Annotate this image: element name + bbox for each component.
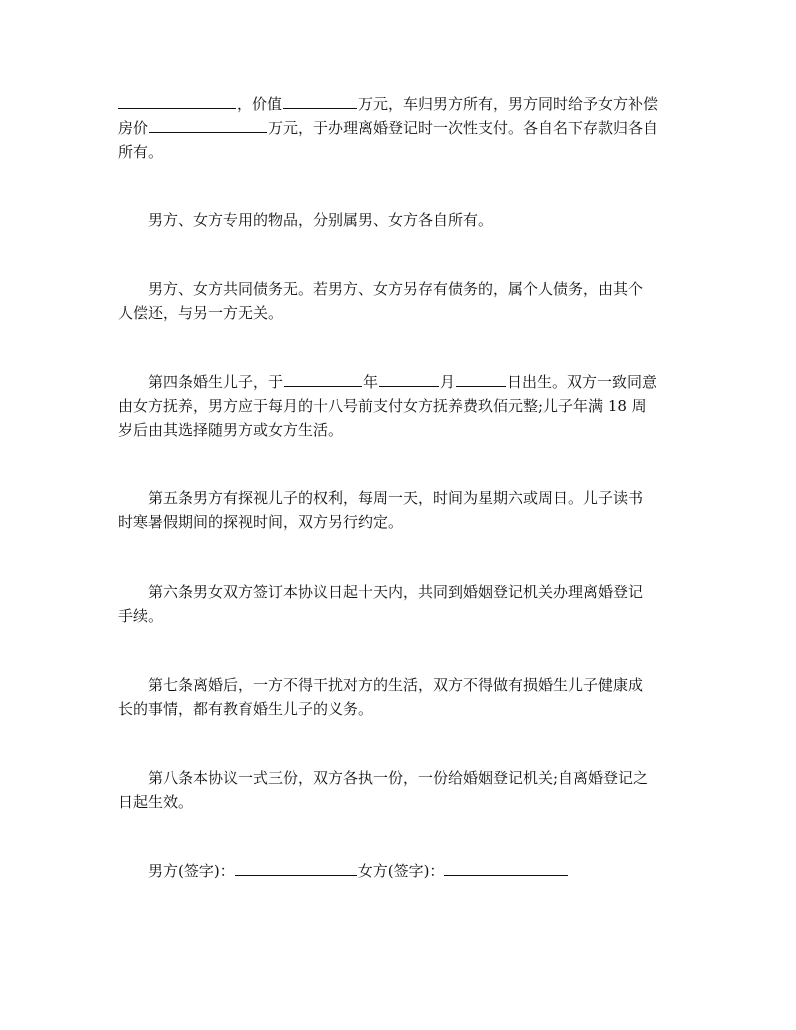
- fill-blank: [284, 372, 362, 387]
- line: [118, 92, 678, 116]
- fill-blank: [118, 94, 236, 109]
- line: [118, 510, 678, 534]
- text: 长的事情，都有教育婚生儿子的义务。: [118, 700, 374, 718]
- line: [118, 394, 678, 418]
- text: 时寒暑假期间的探视时间，双方另行约定。: [118, 513, 404, 531]
- text: 日起生效。: [118, 793, 194, 811]
- text: 第六条男女双方签订本协议日起十天内，共同到婚姻登记机关办理离婚登记: [148, 583, 644, 601]
- line: [118, 790, 678, 814]
- paragraph-personal-items: [118, 208, 678, 232]
- line: [118, 486, 678, 510]
- text: ，价值: [237, 95, 283, 113]
- text: 房价: [118, 119, 149, 137]
- fill-blank: [456, 372, 506, 387]
- text: 手续。: [118, 607, 164, 625]
- text: 第八条本协议一式三份，双方各执一份，一份给婚姻登记机关;自离婚登记之: [148, 769, 649, 787]
- fill-blank: [283, 94, 357, 109]
- text: 岁后由其选择随男方或女方生活。: [118, 421, 344, 439]
- text: 第七条离婚后，一方不得干扰对方的生活，双方不得做有损婚生儿子健康成: [148, 676, 644, 694]
- line: [118, 580, 678, 604]
- text: 男方、女方专用的物品，分别属男、女方各自所有。: [148, 211, 494, 229]
- text: 年: [363, 373, 379, 391]
- text: 月: [440, 373, 456, 391]
- paragraph-debts: [118, 277, 678, 325]
- fill-blank: [149, 118, 267, 133]
- female-signature-label: 女方(签字)：: [357, 862, 445, 880]
- text: 人偿还，与另一方无关。: [118, 304, 284, 322]
- text: 所有。: [118, 143, 164, 161]
- text: 男方、女方共同债务无。若男方、女方另存有债务的，属个人债务，由其个: [148, 280, 644, 298]
- line: [118, 859, 678, 883]
- paragraph-property-house: [118, 92, 678, 164]
- male-signature-blank: [235, 861, 357, 876]
- text: 日出生。双方一致同意: [507, 373, 658, 391]
- line: [118, 277, 678, 301]
- female-signature-blank: [444, 861, 568, 876]
- line: [118, 697, 678, 721]
- line: [118, 140, 678, 164]
- text: 由女方抚养，男方应于每月的十八号前支付女方抚养费玖佰元整;儿子年满 18 周: [118, 397, 647, 415]
- text: 第四条婚生儿子，于: [148, 373, 284, 391]
- paragraph-article-5: [118, 486, 678, 534]
- line: [118, 116, 678, 140]
- text: 万元，车归男方所有，男方同时给予女方补偿: [358, 95, 659, 113]
- line: [118, 301, 678, 325]
- fill-blank: [379, 372, 439, 387]
- line: [118, 766, 678, 790]
- line: [118, 604, 678, 628]
- paragraph-article-8: [118, 766, 678, 814]
- paragraph-article-4: [118, 370, 678, 442]
- text: 万元，于办理离婚登记时一次性支付。各自名下存款归各自: [268, 119, 659, 137]
- text: 第五条男方有探视儿子的权利，每周一天，时间为星期六或周日。儿子读书: [148, 489, 644, 507]
- line: [118, 370, 678, 394]
- line: [118, 208, 678, 232]
- paragraph-article-7: [118, 673, 678, 721]
- signature-line: [118, 859, 678, 883]
- paragraph-article-6: [118, 580, 678, 628]
- line: [118, 673, 678, 697]
- line: [118, 418, 678, 442]
- male-signature-label: 男方(签字)：: [148, 862, 235, 880]
